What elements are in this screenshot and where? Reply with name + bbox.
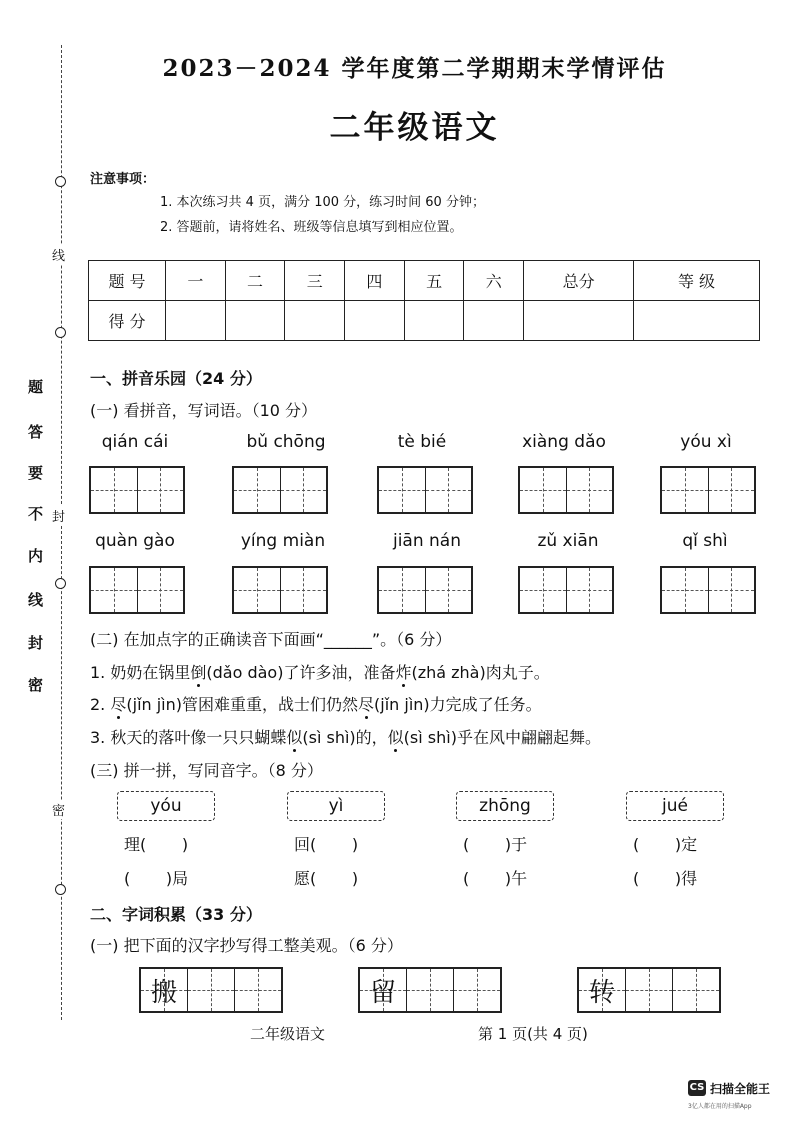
footer-page-number: 第 1 页(共 4 页) <box>478 1025 588 1043</box>
homophone-blank[interactable]: 理( ) <box>124 835 189 854</box>
writing-grid[interactable] <box>660 466 756 514</box>
score-cell[interactable] <box>225 301 285 341</box>
score-cell[interactable] <box>634 301 760 341</box>
table-header-cell: 五 <box>404 261 464 301</box>
pinyin-prompt: yóu xì <box>680 432 732 452</box>
writing-grid[interactable] <box>89 566 185 614</box>
writing-grid[interactable] <box>89 466 185 514</box>
seal-mark: 线 <box>52 245 65 264</box>
homophone-blank[interactable]: ( )定 <box>633 835 698 854</box>
table-header-cell: 等 级 <box>634 261 760 301</box>
dotted-char: 炸 <box>395 663 412 682</box>
homophone-blank[interactable]: ( )于 <box>463 835 528 854</box>
pinyin-prompt: tè bié <box>397 432 447 452</box>
model-char: 转 <box>588 977 615 1008</box>
binding-ring <box>55 578 66 589</box>
side-text-char: 线 <box>28 591 44 609</box>
exam-title: 2023－2024 学年度第二学期期末学情评估 <box>162 55 667 82</box>
question-text: 1. 奶奶在锅里 <box>90 663 191 682</box>
writing-grid[interactable] <box>377 566 473 614</box>
table-header-cell: 四 <box>345 261 405 301</box>
scanner-logo-icon: CS <box>688 1080 706 1096</box>
dotted-char: 尽 <box>110 695 127 714</box>
question-text: (jǐn jìn)管困难重重，战士们仍然 <box>126 695 359 714</box>
score-cell[interactable] <box>464 301 524 341</box>
table-header-cell: 总分 <box>524 261 634 301</box>
binding-ring <box>55 884 66 895</box>
homophone-blank[interactable]: ( )午 <box>463 869 528 888</box>
seal-mark: 密 <box>52 800 65 819</box>
side-text-char: 答 <box>28 423 44 441</box>
part-title: (一) 把下面的汉字抄写得工整美观。（6 分） <box>90 936 403 955</box>
copy-grid[interactable] <box>577 967 721 1013</box>
dotted-char: 似 <box>286 728 303 747</box>
writing-grid[interactable] <box>377 466 473 514</box>
dotted-char: 倒 <box>190 663 207 682</box>
question-line <box>90 725 601 748</box>
score-cell[interactable] <box>285 301 345 341</box>
question-text: (sì shì)乎在风中翩翩起舞。 <box>403 728 601 747</box>
notes-item: 1. 本次练习共 4 页，满分 100 分，练习时间 60 分钟； <box>160 195 485 210</box>
notes-item: 2. 答题前，请将姓名、班级等信息填写到相应位置。 <box>160 220 463 235</box>
pinyin-prompt: zǔ xiān <box>537 531 599 551</box>
writing-grid[interactable] <box>660 566 756 614</box>
table-header-cell: 一 <box>166 261 226 301</box>
score-cell[interactable] <box>524 301 634 341</box>
table-header-cell: 题 号 <box>89 261 166 301</box>
part-title: (一) 看拼音，写词语。（10 分） <box>90 401 318 420</box>
footer-subject: 二年级语文 <box>250 1025 326 1043</box>
writing-grid[interactable] <box>232 566 328 614</box>
question-text: (sì shì)的， <box>302 728 388 747</box>
score-cell[interactable] <box>166 301 226 341</box>
pinyin-prompt: qǐ shì <box>682 531 728 551</box>
question-text: 2. <box>90 695 111 714</box>
part-title: (二) 在加点字的正确读音下面画“______”。（6 分） <box>90 630 452 649</box>
score-cell[interactable] <box>345 301 405 341</box>
writing-grid[interactable] <box>518 566 614 614</box>
writing-grid[interactable] <box>518 466 614 514</box>
notes-heading: 注意事项： <box>90 172 156 187</box>
scanner-tagline: 3亿人都在用的扫描App <box>688 1103 752 1110</box>
section-title: 二、字词积累（33 分） <box>90 905 262 924</box>
side-text-char: 密 <box>28 676 44 694</box>
pinyin-box: yóu <box>117 791 215 821</box>
part-title: (三) 拼一拼，写同音字。（8 分） <box>90 761 323 780</box>
exam-subject: 二年级语文 <box>329 110 500 146</box>
side-text-char: 封 <box>28 634 44 652</box>
pinyin-prompt: quàn gào <box>95 531 175 551</box>
model-char: 搬 <box>150 977 177 1008</box>
pinyin-prompt: yíng miàn <box>240 531 326 551</box>
question-line <box>90 660 550 683</box>
pinyin-prompt: xiàng dǎo <box>522 432 606 452</box>
side-text-char: 要 <box>28 464 44 482</box>
writing-grid[interactable] <box>232 466 328 514</box>
copy-grid[interactable] <box>139 967 283 1013</box>
table-row-label: 得 分 <box>89 301 166 341</box>
score-table <box>88 260 760 341</box>
pinyin-box: jué <box>626 791 724 821</box>
pinyin-prompt: jiān nán <box>392 531 461 551</box>
pinyin-box: zhōng <box>456 791 554 821</box>
score-cell[interactable] <box>404 301 464 341</box>
homophone-blank[interactable]: ( )得 <box>633 869 698 888</box>
table-header-cell: 二 <box>225 261 285 301</box>
pinyin-prompt: qián cái <box>101 432 169 452</box>
question-text: (dǎo dào)了许多油，准备 <box>206 663 396 682</box>
copy-grid[interactable] <box>358 967 502 1013</box>
homophone-blank[interactable]: 愿( ) <box>294 869 359 888</box>
side-text-char: 题 <box>28 378 44 396</box>
question-text: (zhá zhà)肉丸子。 <box>411 663 550 682</box>
question-text: (jǐn jìn)力完成了任务。 <box>374 695 542 714</box>
dotted-char: 尽 <box>358 695 375 714</box>
side-text-char: 内 <box>28 547 44 565</box>
homophone-blank[interactable]: 回( ) <box>294 835 359 854</box>
pinyin-box: yì <box>287 791 385 821</box>
model-char: 留 <box>369 977 396 1008</box>
seal-mark: 封 <box>52 506 65 525</box>
binding-dashed-line <box>61 45 62 1020</box>
binding-ring <box>55 327 66 338</box>
table-header-cell: 三 <box>285 261 345 301</box>
table-header-cell: 六 <box>464 261 524 301</box>
side-text-char: 不 <box>28 505 44 523</box>
dotted-char: 似 <box>387 728 404 747</box>
scanner-app-name: 扫描全能王 <box>710 1082 771 1096</box>
homophone-blank[interactable]: ( )局 <box>124 869 189 888</box>
pinyin-prompt: bǔ chōng <box>246 432 326 452</box>
binding-ring <box>55 176 66 187</box>
question-text: 3. 秋天的落叶像一只只蝴蝶 <box>90 728 287 747</box>
question-line <box>90 692 542 715</box>
section-title: 一、拼音乐园（24 分） <box>90 369 262 388</box>
